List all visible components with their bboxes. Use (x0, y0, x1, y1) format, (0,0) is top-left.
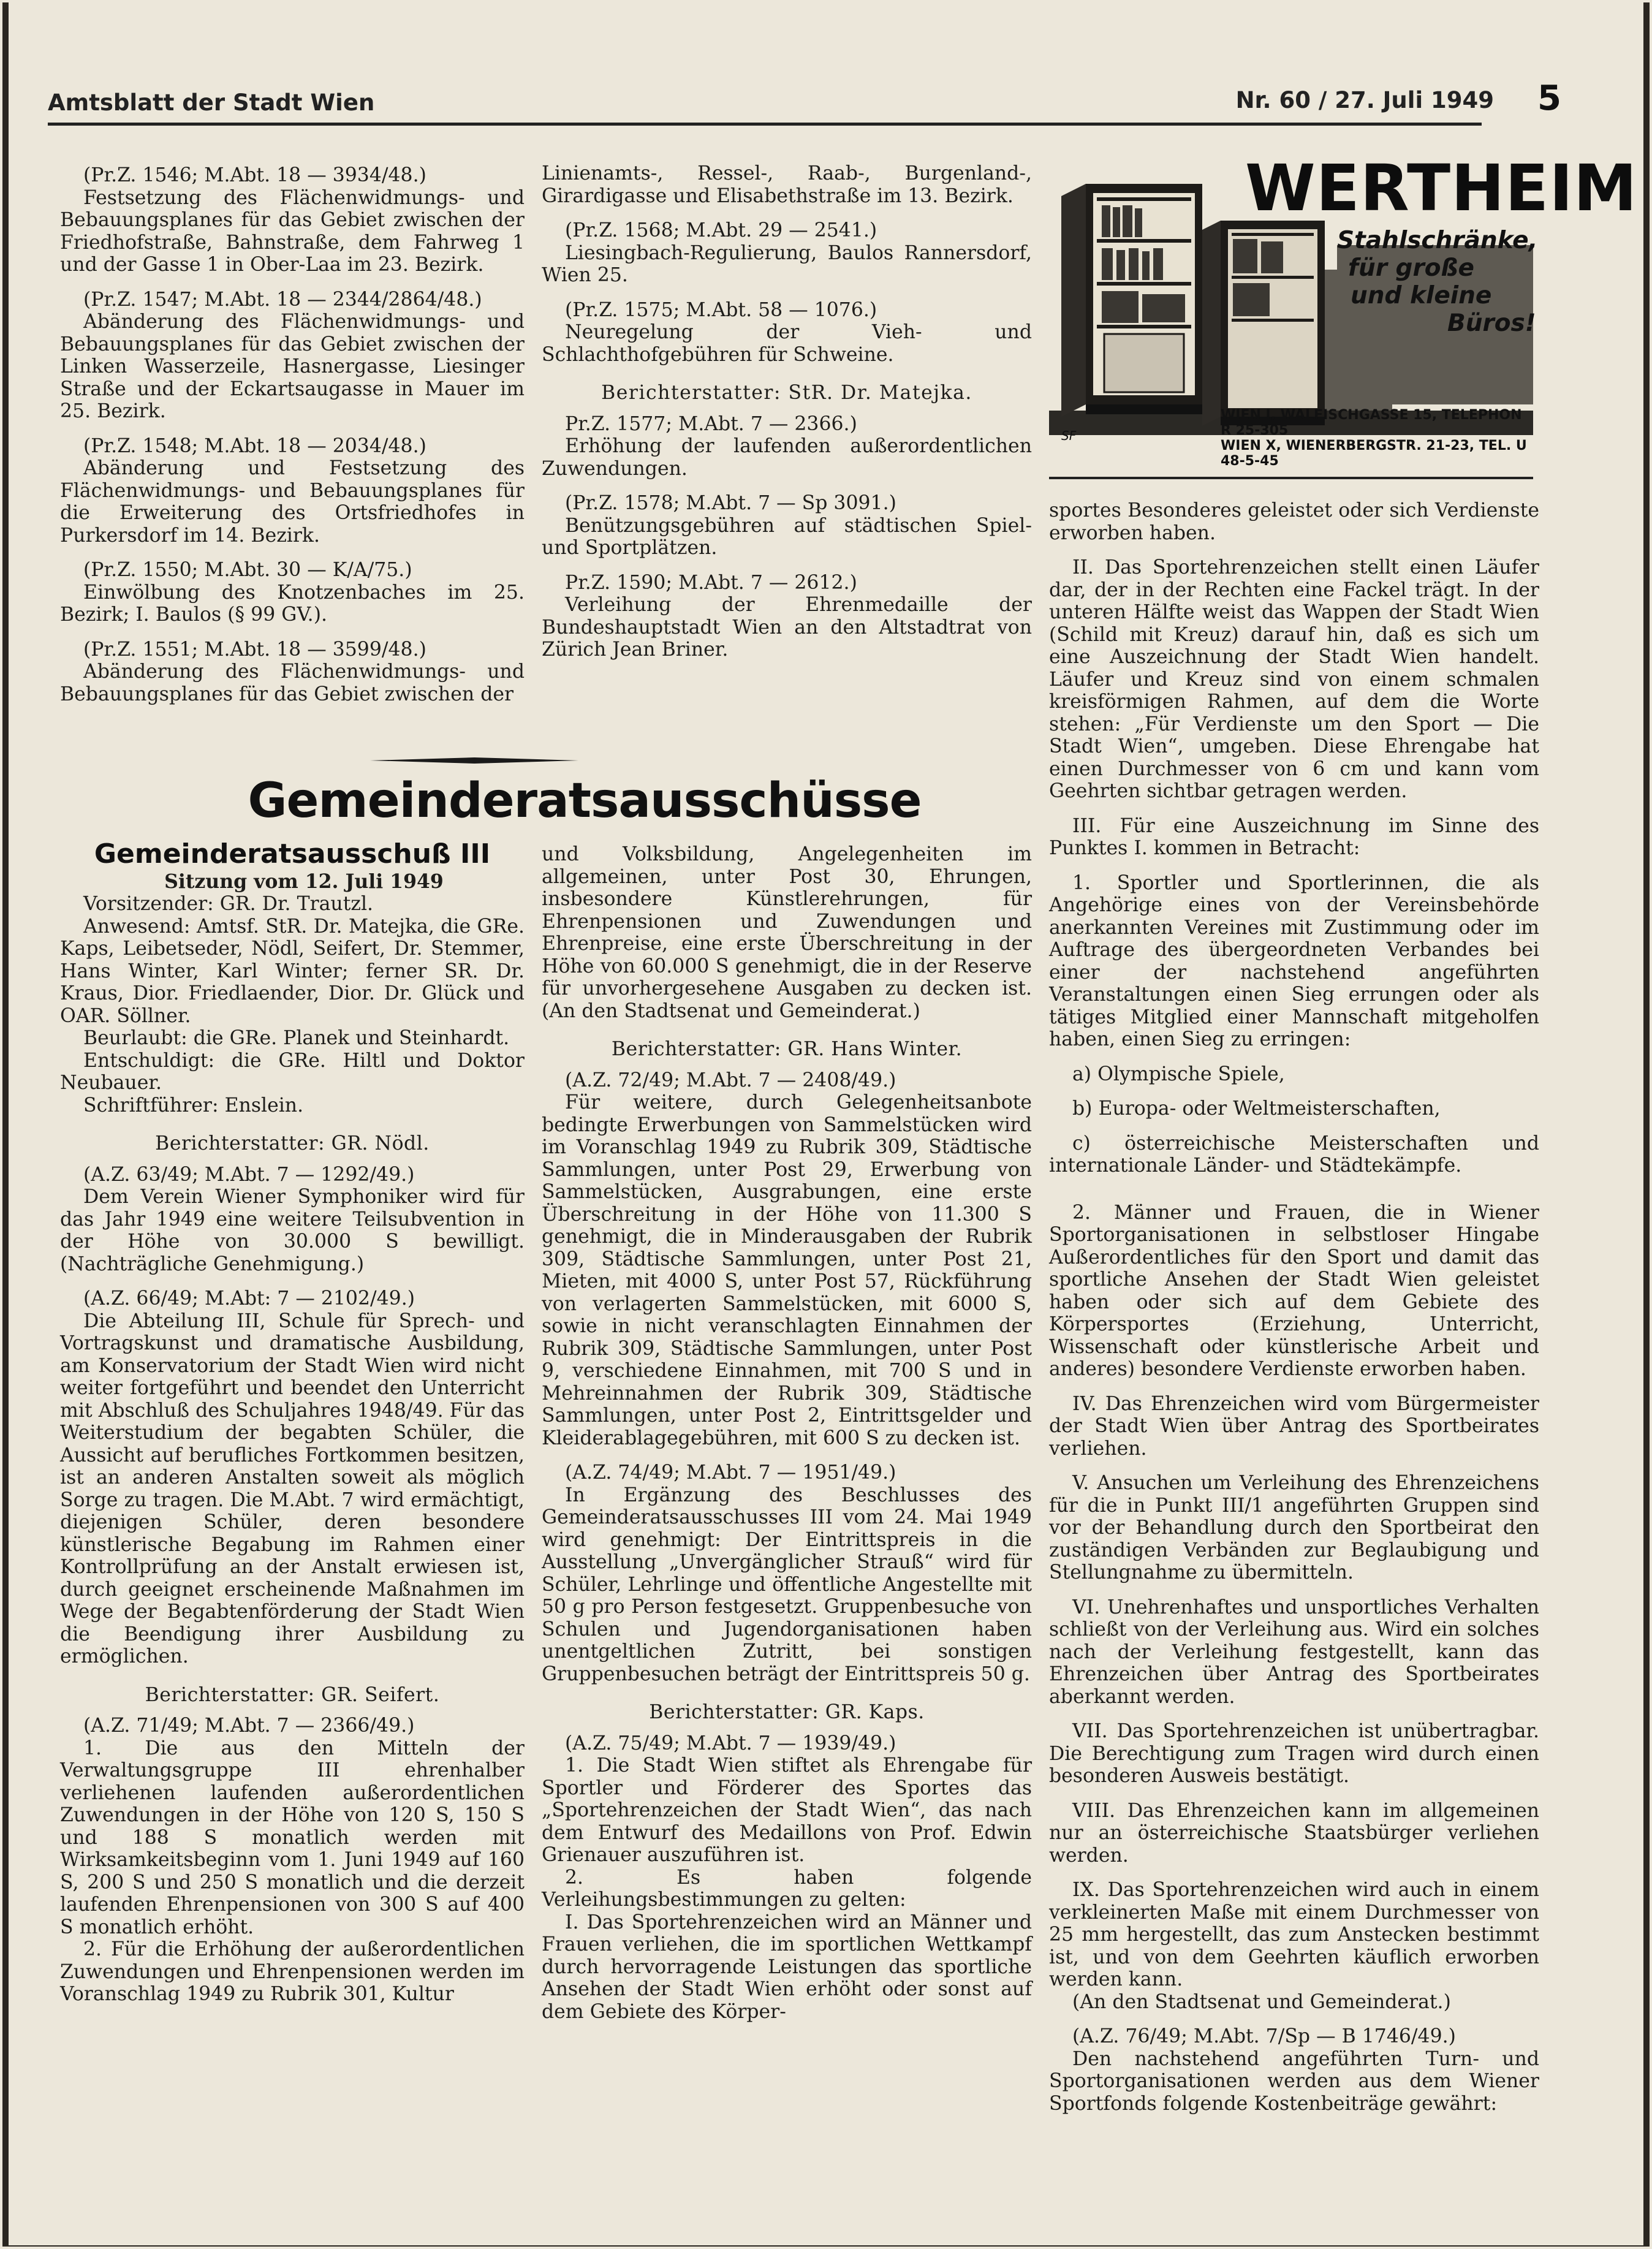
paragraph: Verleihung der Ehrenmedaille der Bundeshauptstadt Wien an den Altstadtrat von Zürich Jean Briner. (542, 594, 1032, 661)
ad-rule (1049, 477, 1533, 479)
artist-signature: SF (1061, 428, 1077, 443)
paragraph: Für weitere, durch Gelegenheitsanbote bedingte Erwerbungen von Sammelstücken wird im Voranschlag 1949 zu Rubrik 309, Städtische Sammlungen, unter Post 29, Erwerbung von Sammelstücken, Ausgrabungen, eine erste Überschreitung in der Höhe von 11.300 S genehmigt, die in Minderausgaben der Rubrik 309, Städtische Sammlungen, unter Post 21, Mieten, mit 4000 S, unter Post 57, Rückführung von verlagerten Sammelstücken, mit 6000 S, sowie in nicht veranschlagten Einnahmen der Rubrik 309, Städtische Sammlungen, unter Post 9, verschiedene Einnahmen, mit 700 S und in Mehreinnahmen der Rubrik 309, Städtische Sammlungen, unter Post 2, Eintrittsgelder und Kleiderablagegebühren, mit 600 S zu decken ist. (542, 1091, 1032, 1449)
paragraph: IX. Das Sportehrenzeichen wird auch in einem verkleinerten Maße mit einem Durchmesser von 25 mm hergestellt, das zum Anstecken bestimmt ist, und von dem Geehrten käuflich erworben werden kann. (1049, 1879, 1539, 1990)
paragraph: I. Das Sportehrenzeichen wird an Männer und Frauen verliehen, die im sportlichen Wettkampf durch hervorragende Leistungen das sportliche Ansehen der Stadt Wien erhöht oder sonst auf dem Gebiete des Körper- (542, 1911, 1032, 2023)
reference: (Pr.Z. 1546; M.Abt. 18 — 3934/48.) (83, 164, 426, 186)
list-item: a) Olympische Spiele, (1072, 1063, 1285, 1085)
paragraph: sportes Besonderes geleistet oder sich Verdienste erworben haben. (1049, 499, 1539, 544)
paragraph: Festsetzung des Flächenwidmungs- und Bebauungsplanes für das Gebiet zwischen der Friedhofstraße, Bahnstraße, dem Fahrweg 1 und der Gasse 1 in Ober-Laa im 23. Bezirk. (60, 186, 525, 276)
reporter-line: Berichterstatter: GR. Hans Winter. (611, 1038, 963, 1060)
reporter-line: Berichterstatter: GR. Nödl. (155, 1132, 430, 1155)
reference: (Pr.Z. 1547; M.Abt. 18 — 2344/2864/48.) (83, 288, 482, 311)
paragraph: Abänderung und Festsetzung des Flächenwidmungs- und Bebauungsplanes für die Erweiterung des Ortsfriedhofes in Purkersdorf im 14. Bezirk. (60, 457, 525, 547)
slogan-line: Stahlschränke, (1337, 227, 1538, 254)
paragraph: (An den Stadtsenat und Gemeinderat.) (1072, 1990, 1451, 2013)
paragraph: 1. Sportler und Sportlerinnen, die als Angehörige eines von der Vereinsbehörde anerkannten Vereines mit Zustimmung oder im Auftrage des übergeordneten Verbandes bei einer der nachstehend angeführten Veranstaltungen einen Sieg errungen oder als tätiges Mitglied einer Mannschaft mitgeholfen haben, einen Sieg zu erringen: (1049, 871, 1539, 1050)
reference: (A.Z. 75/49; M.Abt. 7 — 1939/49.) (565, 1732, 896, 1754)
column-1-bottom (60, 838, 525, 2006)
reference: (A.Z. 71/49; M.Abt. 7 — 2366/49.) (83, 1715, 415, 1737)
column-1-top (60, 164, 525, 705)
reporter-line: Berichterstatter: GR. Kaps. (649, 1701, 925, 1723)
page-header (48, 78, 1561, 123)
reference: (A.Z. 74/49; M.Abt. 7 — 1951/49.) (565, 1462, 896, 1484)
slogan-line: für große (1348, 254, 1474, 282)
address-line: WIEN I, WALFISCHGASSE 15, TELEPHON R 25-305 (1221, 408, 1522, 438)
list-item: b) Europa- oder Weltmeisterschaften, (1072, 1098, 1441, 1120)
paragraph: Den nachstehend angeführten Turn- und Sportorganisationen werden aus dem Wiener Sportfonds folgende Kostenbeiträge gewährt: (1049, 2047, 1539, 2115)
slogan-line: und kleine (1351, 282, 1492, 309)
session-date: Sitzung vom 12. Juli 1949 (164, 870, 444, 893)
paragraph: In Ergänzung des Beschlusses des Gemeinderatsausschusses III vom 24. Mai 1949 wird genehmigt: Der Eintrittspreis in die Ausstellung „Unvergänglicher Strauß“ wird für Schüler, Lehrlinge und öffentliche Angestellte mit 50 g pro Person festgesetzt. Gruppenbesuche von Schulen und Jugendorganisationen haben unentgeltlichen Zutritt, bei sonstigen Gruppenbesuchen beträgt der Eintrittspreis 50 g. (542, 1484, 1032, 1685)
paragraph: 1. Die Stadt Wien stiftet als Ehrengabe für Sportler und Förderer des Sportes das „Sportehrenzeichen der Stadt Wien“, das nach dem Entwurf des Medaillons von Prof. Edwin Grienauer auszuführen ist. (542, 1754, 1032, 1866)
reporter-line: Berichterstatter: GR. Seifert. (145, 1683, 440, 1706)
column-2-top (542, 162, 1032, 661)
ad-slogan (1337, 227, 1538, 337)
reference: Pr.Z. 1590; M.Abt. 7 — 2612.) (565, 571, 857, 594)
section-title: Gemeinderatsausschüsse (248, 773, 922, 829)
paragraph: Einwölbung des Knotzenbaches im 25. Bezirk; I. Baulos (§ 99 GV.). (60, 581, 525, 626)
list-item: c) österreichische Meisterschaften und internationale Länder- und Städtekämpfe. (1049, 1132, 1539, 1177)
publication-title: Amtsblatt der Stadt Wien (48, 89, 375, 116)
paragraph: Benützungsgebühren auf städtischen Spiel- und Sportplätzen. (542, 514, 1032, 559)
column-2-bottom (542, 843, 1032, 2023)
header-rule (48, 123, 1482, 126)
reference: (Pr.Z. 1578; M.Abt. 7 — Sp 3091.) (565, 492, 896, 514)
reference: (Pr.Z. 1548; M.Abt. 18 — 2034/48.) (83, 434, 426, 457)
issue-date: Nr. 60 / 27. Juli 1949 (1235, 87, 1494, 113)
reference: (A.Z. 66/49; M.Abt: 7 — 2102/49.) (83, 1288, 415, 1310)
reference: (A.Z. 63/49; M.Abt. 7 — 1292/49.) (83, 1163, 415, 1186)
committee-title: Gemeinderatsausschuß III (94, 838, 491, 870)
paragraph: VI. Unehrenhaftes und unsportliches Verhalten schließt von der Verleihung aus. Wird ein solches nach der Verleihung festgestellt, kann das Ehrenzeichen über Antrag des Sportbeirates aberkannt werden. (1049, 1596, 1539, 1708)
slogan-line: Büros! (1447, 309, 1536, 337)
ad-address (1221, 408, 1533, 469)
reference: Pr.Z. 1577; M.Abt. 7 — 2366.) (565, 412, 857, 435)
reference: (Pr.Z. 1568; M.Abt. 29 — 2541.) (565, 219, 877, 241)
paragraph: Die Abteilung III, Schule für Sprech- und Vortragskunst und dramatische Ausbildung, am Konservatorium der Stadt Wien wird nicht weiter fortgeführt und beendet den Unterricht mit Abschluß des Schuljahres 1948/49. Für das Weiterstudium der begabten Schüler, die Aussicht auf berufliches Fortkommen besitzen, ist an anderen Anstalten soweit als möglich Sorge zu tragen. Die M.Abt. 7 wird ermächtigt, diejenigen Schüler, deren besondere künstlerische Begabung im Rahmen einer Kontrollprüfung an der Anstalt erwiesen ist, durch geeignet erscheinende Maßnahmen im Wege der Begabtenförderung der Stadt Wien die Beendigung ihrer Ausbildung zu ermöglichen. (60, 1310, 525, 1667)
reference: (Pr.Z. 1551; M.Abt. 18 — 3599/48.) (83, 638, 426, 661)
paragraph: II. Das Sportehrenzeichen stellt einen Läufer dar, der in der Rechten eine Fackel trägt. In der unteren Hälfte weist das Wappen der Stadt Wien (Schild mit Kreuz) darauf hin, daß es sich um eine Auszeichnung der Stadt Wien handelt. Läufer und Kreuz sind von einem schmalen kreisförmigen Rahmen, auf dem die Worte stehen: „Für Verdienste um den Sport — Die Stadt Wien“, umgeben. Diese Ehrengabe hat einen Durchmesser von 6 cm und kann vom Geehrten sichtbar getragen werden. (1049, 556, 1539, 802)
paragraph: Abänderung des Flächenwidmungs- und Bebauungsplanes für das Gebiet zwischen der (60, 661, 525, 705)
reporter-line: Berichterstatter: StR. Dr. Matejka. (601, 382, 972, 404)
reference: (Pr.Z. 1575; M.Abt. 58 — 1076.) (565, 298, 877, 321)
wertheim-advertisement (1049, 147, 1638, 469)
paragraph: Liesingbach-Regulierung, Baulos Rannersdorf, Wien 25. (542, 241, 1032, 286)
chair-line: Vorsitzender: GR. Dr. Trautzl. (83, 893, 374, 915)
paragraph: IV. Das Ehrenzeichen wird vom Bürgermeister der Stadt Wien über Antrag des Sportbeirates verliehen. (1049, 1392, 1539, 1460)
paragraph: 2. Männer und Frauen, die in Wiener Sportorganisationen in selbstloser Hingabe Außerordentliches für den Sport und damit das sportliche Ansehen der Stadt Wien geleistet haben oder sich auf dem Gebiete des Körpersportes (Erziehung, Unterricht, Wissenschaft oder künstlerische Arbeit und anderes) besondere Verdienste erworben haben. (1049, 1201, 1539, 1380)
address-line: WIEN X, WIENERBERGSTR. 21-23, TEL. U 48-5-45 (1221, 438, 1527, 469)
column-3 (1049, 499, 1539, 2115)
reference: (A.Z. 72/49; M.Abt. 7 — 2408/49.) (565, 1069, 896, 1091)
paragraph: 2. Es haben folgende Verleihungsbestimmungen zu gelten: (542, 1866, 1032, 1911)
paragraph: Neuregelung der Vieh- und Schlachthofgebühren für Schweine. (542, 321, 1032, 366)
paragraph: Linienamts-, Ressel-, Raab-, Burgenland-, Girardigasse und Elisabethstraße im 13. Bezirk. (542, 162, 1032, 207)
excused-line: Entschuldigt: die GRe. Hiltl und Doktor Neubauer. (60, 1049, 525, 1094)
paragraph: Erhöhung der laufenden außerordentlichen Zuwendungen. (542, 435, 1032, 480)
paragraph: 1. Die aus den Mitteln der Verwaltungsgruppe III ehrenhalber verliehenen laufenden außerordentlichen Zuwendungen in der Höhe von 120 S, 150 S und 188 S monatlich werden mit Wirksamkeitsbeginn vom 1. Juni 1949 auf 160 S, 200 S und 250 S monatlich und die derzeit laufenden Ehrenpensionen von 300 S auf 400 S monatlich erhöht. (60, 1737, 525, 1938)
brand-logo: WERTHEIM (1245, 151, 1638, 226)
paragraph: 2. Für die Erhöhung der außerordentlichen Zuwendungen und Ehrenpensionen werden im Voranschlag 1949 zu Rubrik 301, Kultur (60, 1938, 525, 2005)
paragraph: VII. Das Sportehrenzeichen ist unübertragbar. Die Berechtigung zum Tragen wird durch einen besonderen Ausweis bestätigt. (1049, 1720, 1539, 1787)
reference: (Pr.Z. 1550; M.Abt. 30 — K/A/75.) (83, 559, 412, 581)
leave-line: Beurlaubt: die GRe. Planek und Steinhardt. (83, 1027, 510, 1049)
paragraph: VIII. Das Ehrenzeichen kann im allgemeinen nur an österreichische Staatsbürger verliehen werden. (1049, 1799, 1539, 1867)
reference: (A.Z. 76/49; M.Abt. 7/Sp — B 1746/49.) (1072, 2025, 1456, 2047)
present-line: Anwesend: Amtsf. StR. Dr. Matejka, die GRe. Kaps, Leibetseder, Nödl, Seifert, Dr. Stemmer, Hans Winter, Karl Winter; ferner SR. Dr. Kraus, Dior. Friedlaender, Dior. Dr. Glück und OAR. Söllner. (60, 915, 525, 1027)
secretary-line: Schriftführer: Enslein. (83, 1094, 304, 1117)
page-number: 5 (1537, 78, 1561, 118)
paragraph: und Volksbildung, Angelegenheiten im allgemeinen, unter Post 30, Ehrungen, insbesondere Künstlerehrungen, für Ehrenpensionen und Zuwendungen und Ehrenpreise, eine erste Überschreitung in der Höhe von 60.000 S genehmigt, die in der Reserve für unvorhergesehene Ausgaben zu decken ist. (An den Stadtsenat und Gemeinderat.) (542, 843, 1032, 1022)
paragraph: III. Für eine Auszeichnung im Sinne des Punktes I. kommen in Betracht: (1049, 814, 1539, 859)
paragraph: Abänderung des Flächenwidmungs- und Bebauungsplanes für das Gebiet zwischen der Linken Wasserzeile, Hasnergasse, Liesinger Straße und der Eckartsaugasse in Mauer im 25. Bezirk. (60, 311, 525, 422)
section-divider (370, 757, 578, 764)
paragraph: Dem Verein Wiener Symphoniker wird für das Jahr 1949 eine weitere Teilsubvention in der Höhe von 30.000 S bewilligt. (Nachträgliche Genehmigung.) (60, 1186, 525, 1275)
paragraph: V. Ansuchen um Verleihung des Ehrenzeichens für die in Punkt III/1 angeführten Gruppen sind vor der Behandlung durch den Sportbeirat den zuständigen Verbänden zur Beglaubigung und Stellungnahme zu übermitteln. (1049, 1472, 1539, 1583)
